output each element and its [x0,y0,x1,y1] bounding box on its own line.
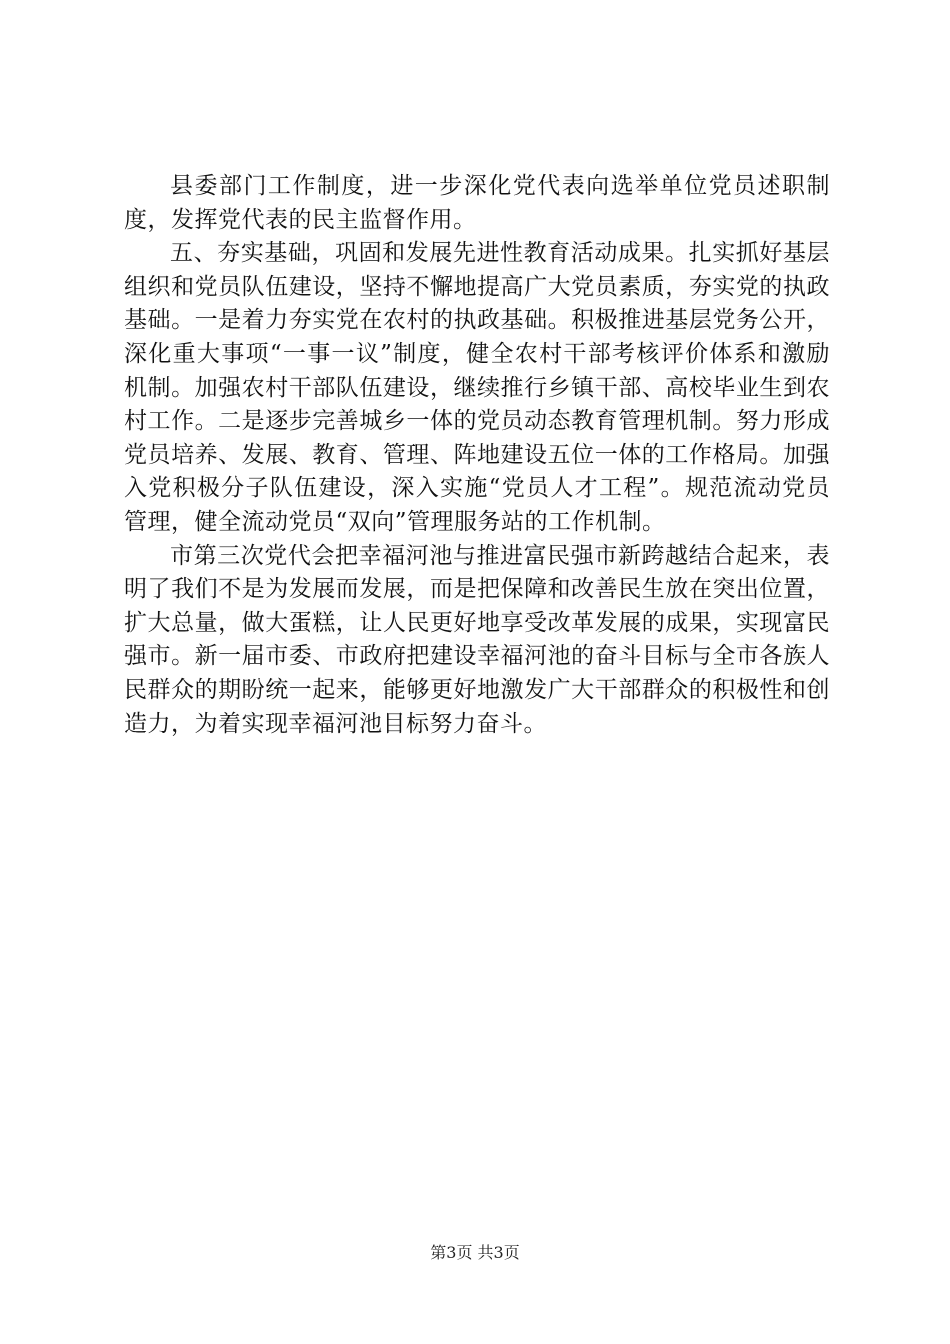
paragraph-2: 五、夯实基础，巩固和发展先进性教育活动成果。扎实抓好基层组织和党员队伍建设，坚持不懈地提高广大党员素质，夯实党的执政基础。一是着力夯实党在农村的执政基础。积极推进基层党务公开，深化重大事项“一事一议”制度，健全农村干部考核评价体系和激励机制。加强农村干部队伍建设，继续推行乡镇干部、高校毕业生到农村工作。二是逐步完善城乡一体的党员动态教育管理机制。努力形成党员培养、发展、教育、管理、阵地建设五位一体的工作格局。加强入党积极分子队伍建设，深入实施“党员人才工程”。规范流动党员管理，健全流动党员“双向”管理服务站的工作机制。 [124,240,830,535]
document-body [124,170,830,741]
paragraph-1: 县委部门工作制度，进一步深化党代表向选举单位党员述职制度，发挥党代表的民主监督作用。 [124,173,830,233]
paragraph-3: 市第三次党代会把幸福河池与推进富民强市新跨越结合起来，表明了我们不是为发展而发展，而是把保障和改善民生放在突出位置，扩大总量，做大蛋糕，让人民更好地享受改革发展的成果，实现富民强市。新一届市委、市政府把建设幸福河池的奋斗目标与全市各族人民群众的期盼统一起来，能够更好地激发广大干部群众的积极性和创造力，为着实现幸福河池目标努力奋斗。 [124,542,830,737]
page-number-footer: 第3页 共3页 [430,1243,520,1262]
